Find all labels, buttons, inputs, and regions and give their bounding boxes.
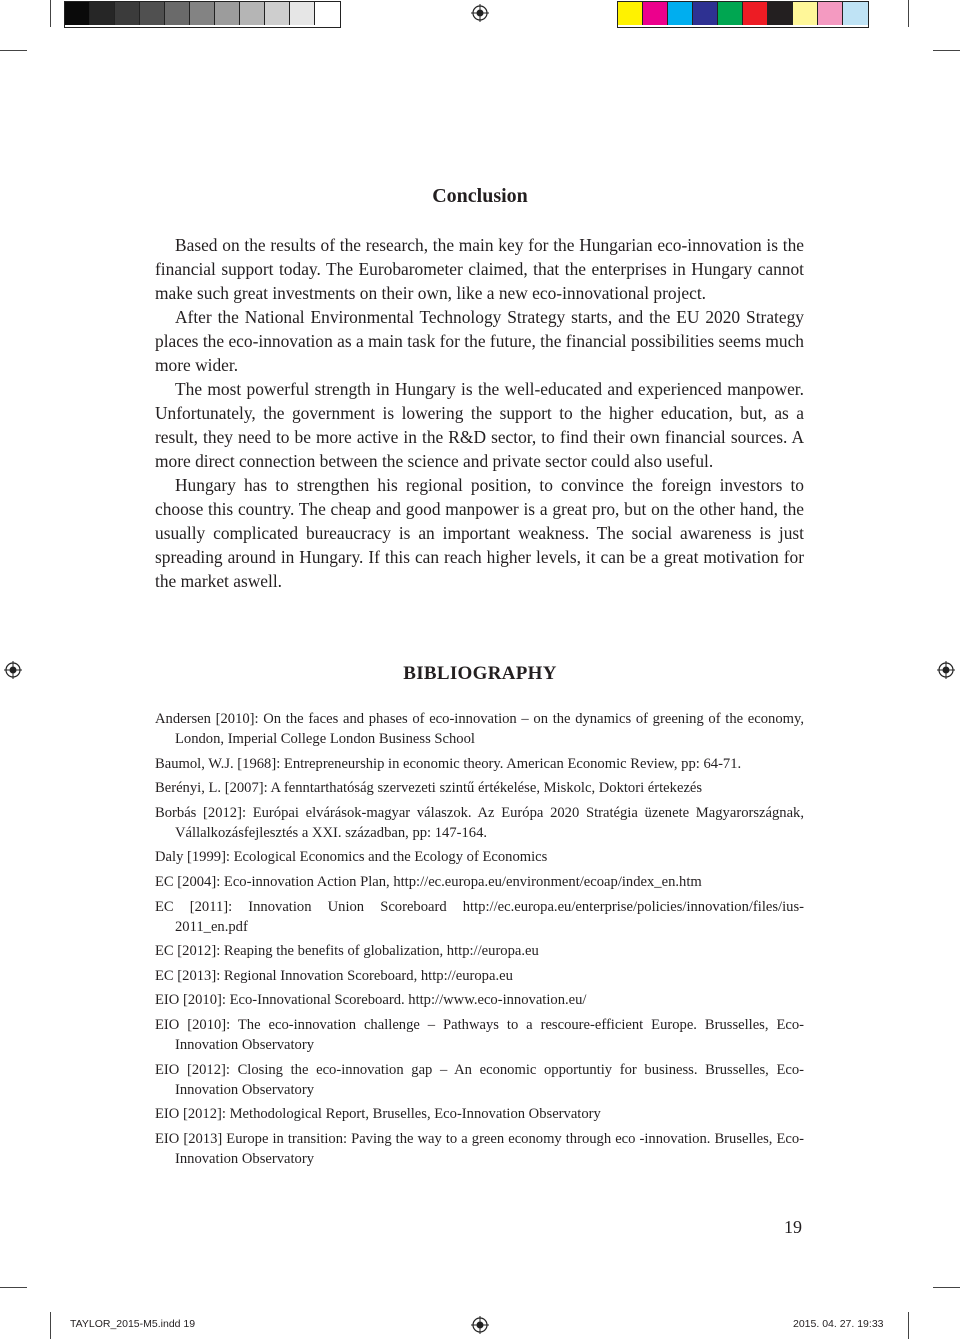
color-swatch (618, 2, 643, 25)
color-swatch (793, 2, 818, 25)
crop-mark (933, 1287, 960, 1288)
crop-mark (908, 0, 909, 27)
bibliography-entry: Berényi, L. [2007]: A fenntarthatóság szervezeti szintű értékelése, Miskolc, Doktori értekezés (155, 780, 703, 797)
color-swatch (215, 2, 240, 25)
process-color-bar (617, 1, 869, 28)
color-swatch (290, 2, 315, 25)
color-swatch (818, 2, 843, 25)
color-swatch (843, 2, 868, 25)
section-heading-bibliography: BIBLIOGRAPHY (403, 663, 557, 684)
slug-timestamp: 2015. 04. 27. 19:33 (793, 1318, 884, 1330)
paragraph: Based on the results of the research, the main key for the Hungarian eco-innovation is the financial support today. The Eurobarometer claimed, that the enterprises in Hungary cannot make such great investments on their own, like a new eco-innovational project. (155, 235, 804, 303)
registration-mark-icon (471, 1316, 489, 1334)
color-swatch (668, 2, 693, 25)
crop-mark (0, 1287, 27, 1288)
bibliography-entry: EIO [2010]: Eco-Innovational Scoreboard. http://www.eco-innovation.eu/ (155, 992, 587, 1009)
slug-filename: TAYLOR_2015-M5.indd 19 (70, 1318, 196, 1330)
bibliography-entry: EC [2011]: Innovation Union Scoreboard http://ec.europa.eu/enterprise/policies/innovation/files/ius-2011_en.pdf (155, 898, 804, 935)
bibliography-entry: Baumol, W.J. [1968]: Entrepreneurship in economic theory. American Economic Review, pp: 64-71. (155, 755, 742, 772)
crop-mark (50, 0, 51, 27)
color-swatch (190, 2, 215, 25)
bibliography-entry: EIO [2012]: Closing the eco-innovation gap – An economic opportuntiy for business. Brusselles, Eco-Innovation Observatory (155, 1061, 804, 1098)
bibliography-entry: EC [2004]: Eco-innovation Action Plan, http://ec.europa.eu/environment/ecoap/index_en.htm (155, 873, 702, 890)
bibliography-list (155, 709, 804, 1173)
color-swatch (718, 2, 743, 25)
crop-mark (933, 50, 960, 51)
color-swatch (65, 2, 90, 25)
bibliography-entry: EC [2013]: Regional Innovation Scoreboard, http://europa.eu (155, 967, 513, 984)
bibliography-entry: EIO [2012]: Methodological Report, Bruselles, Eco-Innovation Observatory (155, 1106, 601, 1123)
color-swatch (643, 2, 668, 25)
bibliography-entry: Daly [1999]: Ecological Economics and the Ecology of Economics (155, 849, 548, 866)
color-swatch (165, 2, 190, 25)
registration-mark-icon (471, 4, 489, 22)
color-swatch (140, 2, 165, 25)
bibliography-entry: EIO [2010]: The eco-innovation challenge – Pathways to a rescoure-efficient Europe. Brusselles, Eco-Innovation Observatory (155, 1016, 804, 1053)
paragraph: After the National Environmental Technology Strategy starts, and the EU 2020 Strategy places the eco-innovation as a main task for the future, the financial possibilities seems much more wider. (155, 307, 804, 375)
color-swatch (693, 2, 718, 25)
crop-mark (908, 1312, 909, 1339)
bibliography-entry: EIO [2013] Europe in transition: Paving the way to a green economy through eco -innovation. Bruselles, Eco-Innovation Observatory (155, 1130, 804, 1167)
color-swatch (768, 2, 793, 25)
color-swatch (240, 2, 265, 25)
paragraph: Hungary has to strengthen his regional position, to convince the foreign investors to choose this country. The cheap and good manpower is a great pro, but on the other hand, the usually complicated bureaucracy is an important weakness. The social awareness is just spreading around in Hungary. If this can reach higher levels, it can be a great motivation for the market aswell. (155, 475, 804, 591)
bibliography-entry: EC [2012]: Reaping the benefits of globalization, http://europa.eu (155, 943, 539, 960)
color-swatch (115, 2, 140, 25)
section-heading-conclusion: Conclusion (432, 185, 528, 207)
crop-mark (50, 1312, 51, 1339)
crop-mark (0, 50, 27, 51)
color-swatch (265, 2, 290, 25)
color-swatch (90, 2, 115, 25)
paragraph: The most powerful strength in Hungary is the well-educated and experienced manpower. Unfortunately, the government is lowering the support to the higher education, but, as a result, they need to be more active in the R&D sector, to find their own financial sources. A more direct connection between the science and private sector could also useful. (155, 379, 804, 471)
bibliography-entry: Borbás [2012]: Európai elvárások-magyar válaszok. Az Európa 2020 Stratégia üzenete Magyarországnak, Vállalkozásfejlesztés a XXI. században, pp: 147-164. (155, 804, 804, 841)
conclusion-body (155, 233, 804, 593)
grayscale-color-bar (64, 1, 341, 28)
bibliography-entry: Andersen [2010]: On the faces and phases of eco-innovation – on the dynamics of greening of the economy, London, Imperial College London Business School (155, 711, 804, 747)
page-number: 19 (784, 1217, 802, 1237)
color-swatch (315, 2, 340, 25)
color-swatch (743, 2, 768, 25)
